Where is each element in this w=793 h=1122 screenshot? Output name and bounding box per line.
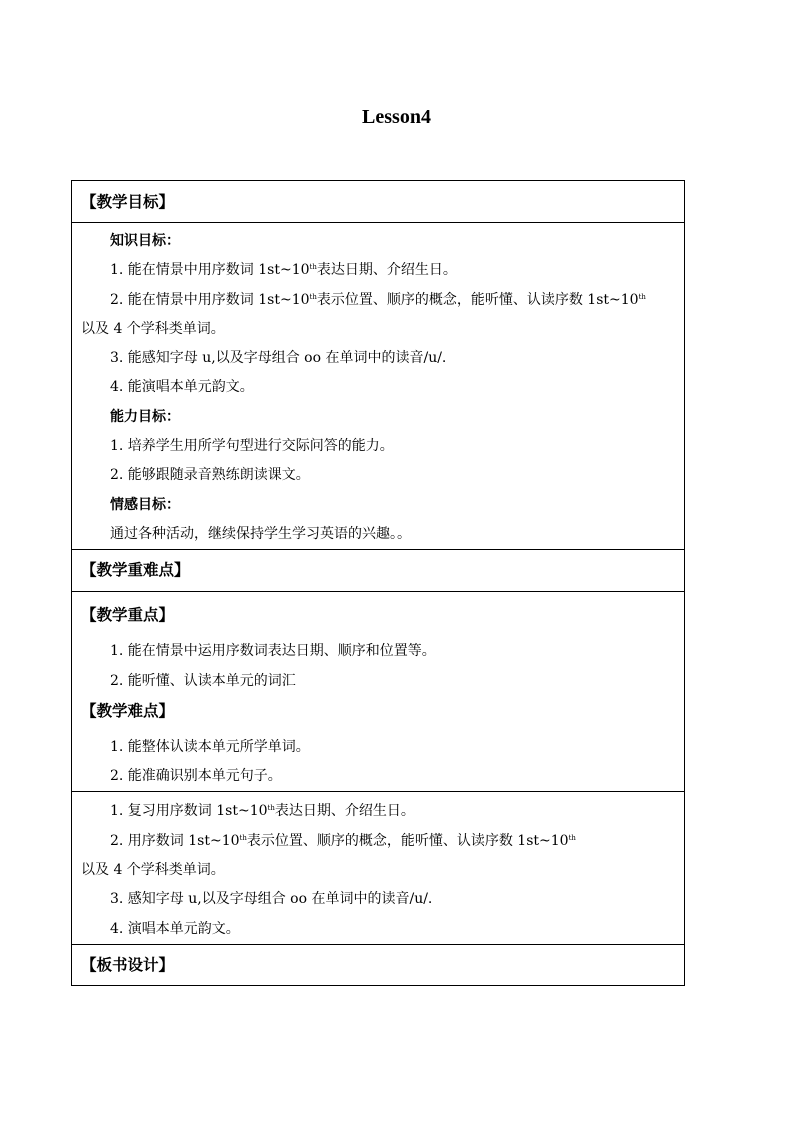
review-item-4: 4. 演唱本单元韵文。 — [110, 920, 240, 937]
objectives-header-row — [72, 181, 685, 223]
knowledge-item-2: 2. 能在情景中用序数词 1st~10th表示位置、顺序的概念，能听懂、认读序数 1st~10th — [110, 291, 646, 308]
review-content-cell — [72, 792, 685, 944]
review-content-row — [72, 792, 685, 944]
emotion-item-1: 通过各种活动，继续保持学生学习英语的兴趣。。 — [110, 525, 411, 542]
objectives-content-row — [72, 223, 685, 550]
review-item-2: 2. 用序数词 1st~10th表示位置、顺序的概念，能听懂、认读序数 1st~10th — [110, 832, 576, 849]
ability-heading: 能力目标： — [110, 408, 180, 425]
board-design-cell — [72, 944, 685, 985]
page-title: Lesson4 — [362, 106, 431, 128]
review-item-3: 3. 感知字母 u,以及字母组合 oo 在单词中的读音/u/. — [110, 891, 433, 908]
key-difficult-header-cell — [72, 550, 685, 592]
board-design-heading: 【板书设计】 — [81, 954, 175, 974]
objectives-content-cell — [72, 223, 685, 550]
key-difficult-heading: 【教学重难点】 — [81, 560, 190, 580]
emotion-heading: 情感目标： — [110, 496, 180, 513]
knowledge-item-4: 4. 能演唱本单元韵文。 — [110, 379, 254, 396]
knowledge-heading: 知识目标： — [110, 233, 180, 249]
objectives-heading: 【教学目标】 — [81, 192, 175, 211]
objectives-header-cell — [72, 181, 685, 223]
review-item-1: 1. 复习用序数词 1st~10th表达日期、介绍生日。 — [110, 803, 415, 820]
knowledge-item-1: 1. 能在情景中用序数词 1st~10th表达日期、介绍生日。 — [110, 262, 457, 279]
key-difficult-header-row — [72, 550, 685, 592]
key-difficult-content-cell — [72, 592, 685, 792]
ability-item-2: 2. 能够跟随录音熟练朗读课文。 — [110, 467, 310, 484]
key-point-1: 1. 能在情景中运用序数词表达日期、顺序和位置等。 — [110, 643, 436, 660]
difficult-point-2: 2. 能准确识别本单元句子。 — [110, 768, 282, 785]
board-design-row — [72, 944, 685, 985]
review-item-2-continued: 以及 4 个学科类单词。 — [81, 862, 225, 879]
lesson-plan-table — [71, 180, 685, 986]
key-point-2: 2. 能听懂、认读本单元的词汇 — [110, 672, 296, 689]
difficult-points-heading: 【教学难点】 — [81, 700, 175, 720]
difficult-point-1: 1. 能整体认读本单元所学单词。 — [110, 738, 310, 755]
knowledge-item-2-continued: 以及 4 个学科类单词。 — [81, 320, 225, 337]
key-difficult-content-row — [72, 592, 685, 792]
knowledge-item-3: 3. 能感知字母 u,以及字母组合 oo 在单词中的读音/u/. — [110, 350, 447, 367]
key-points-heading: 【教学重点】 — [81, 605, 175, 625]
ability-item-1: 1. 培养学生用所学句型进行交际问答的能力。 — [110, 438, 394, 455]
